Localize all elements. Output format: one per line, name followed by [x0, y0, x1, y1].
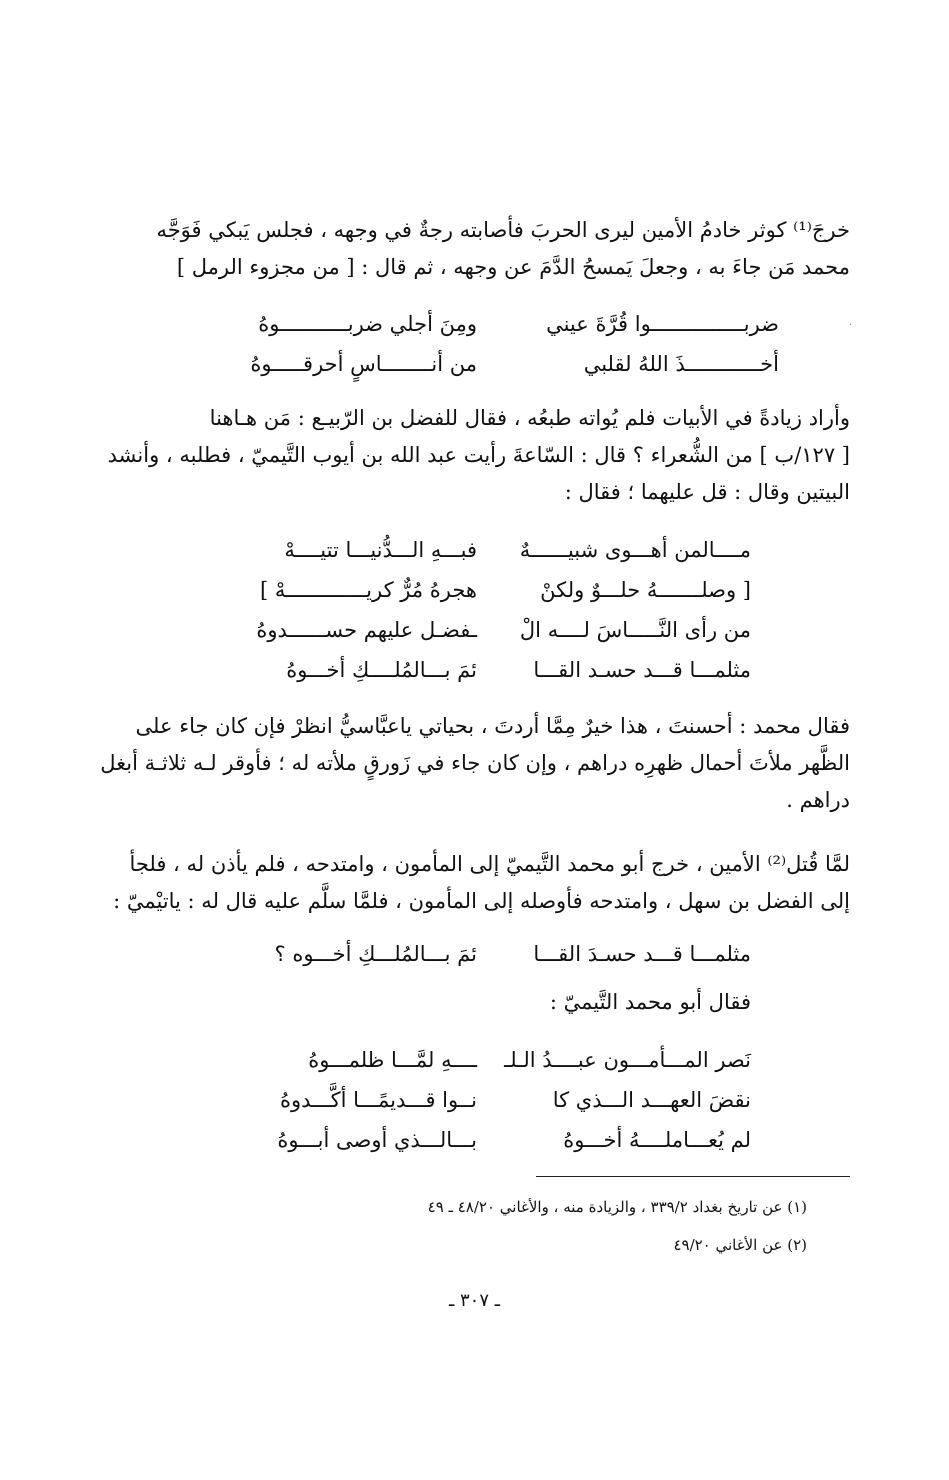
verse-first-hemistich: ضربـــــــــــــــوا قُرَّةَ عيني: [546, 312, 779, 336]
verse-first-hemistich: أخــــــــــــذَ اللهُ لقلبي: [583, 352, 779, 376]
verse-first-hemistich: [ وصلـــــــهُ حلـــوٌ ولكنْ: [540, 578, 751, 602]
text-line: خرجَ⁽¹⁾ كوثر خادمُ الأمين ليرى الحربَ فأصابته رجةٌ في وجهه ، فجلس يَبكي فَوَجَّه: [156, 218, 850, 242]
paragraph-additions: [107, 400, 850, 511]
speaker-line: فقال أبو محمد التَّيميّ :: [549, 990, 751, 1014]
verse-second-hemistich: ئمَ بـــالمُلـــكِ أخـــوه ؟: [274, 942, 477, 966]
page-number: ـ ٣٠٧ ـ: [448, 1290, 500, 1311]
paragraph-muhammad-reply: [100, 708, 850, 819]
text-line: [ ١٢٧/ب ] من الشُّعراء ؟ قال : السّاعةَ رأيت عبد الله بن أيوب التَّيميّ ، فطلبه ، وأنشد: [107, 443, 850, 467]
text-line: البيتين وقال : قل عليهما ؛ فقال :: [564, 480, 850, 504]
verse-first-hemistich: لم يُعـــاملــــهُ أخـــوهُ: [563, 1128, 751, 1152]
paragraph-kawthar: [156, 212, 850, 286]
paragraph-amin-killed: [113, 846, 850, 920]
text-line: فقال محمد : أحسنتَ ، هذا خيرٌ مِمَّا أردتَ ، بحياتي ياعبَّاسيُّ انظرْ فإن كان جاء على: [135, 714, 850, 738]
text-line: دراهم .: [786, 788, 850, 812]
footnote-1: (١) عن تاريخ بغداد ٣٣٩/٢ ، والزيادة منه ، والأغاني ٤٨/٢٠ ـ ٤٩: [427, 1198, 807, 1216]
verse-second-hemistich: ــــهِ لمَّـــا ظلمـــوهُ: [308, 1048, 477, 1072]
text-line: لمَّا قُتل⁽²⁾ الأمين ، خرج أبو محمد التَّيميّ إلى المأمون ، وامتدحه ، فلم يأذن له ، فلجأ: [129, 852, 850, 876]
verse-first-hemistich: مثلمـــا قـــد حسـد القـــا: [533, 658, 751, 682]
verse-second-hemistich: هجرهُ مُرٌّ كريـــــــــــــهْ ]: [260, 578, 477, 602]
footnote-divider: [536, 1176, 850, 1177]
verse-first-hemistich: من رأى النَّـــــاسَ لــــه الْ: [519, 618, 751, 642]
text-line: الظَّهر ملأتَ أحمال ظهرِه دراهم ، وإن كان جاء في زَورقٍ ملأته له ؛ فأوقر لـه ثلاثـة أبغل: [100, 751, 850, 775]
verse-first-hemistich: مــــالمن أهـــوى شبيــــــهٌ: [519, 538, 751, 562]
verse-second-hemistich: فبـــهِ الـــدُّنيـــا تتيــــهْ: [284, 538, 477, 562]
verse-first-hemistich: نقضَ العهـــد الـــذي كا: [552, 1088, 751, 1112]
verse-second-hemistich: بـــالـــذي أوصى أبـــوهُ: [277, 1128, 477, 1152]
footnote-2: (٢) عن الأغاني ٤٩/٢٠: [673, 1236, 807, 1254]
verse-second-hemistich: ومِنَ أجلي ضربـــــــــــوهُ: [258, 312, 477, 336]
verse-second-hemistich: من أنــــــــاسٍ أحرقـــــوهُ: [250, 352, 477, 376]
text-line: محمد مَن جاءَ به ، وجعلَ يَمسحُ الدَّمَ عن وجهه ، ثم قال : [ من مجزوء الرمل ]: [176, 255, 850, 279]
verse-second-hemistich: نــوا قـــديمًـــا أكَّـــدوهُ: [280, 1088, 477, 1112]
verse-first-hemistich: مثلمـــا قـــد حسـدَ القـــا: [533, 942, 751, 966]
verse-second-hemistich: ئمَ بـــالمُلــــكِ أخـــوهُ: [286, 658, 477, 682]
verse-first-hemistich: نَصر المـــأمـــون عبــــدُ الـلـ: [504, 1048, 751, 1072]
text-line: وأراد زيادةً في الأبيات فلم يُواته طبعُه ، فقال للفضل بن الرّبيـع : مَن هـاهنا: [209, 406, 850, 430]
text-line: إلى الفضل بن سهل ، وامتدحه فأوصله إلى المأمون ، فلمَّا سلَّم عليه قال له : ياتيْميّ :: [113, 889, 850, 913]
scan-speck: ·: [848, 320, 852, 331]
verse-second-hemistich: ـفضـل عليهم حســــــدوهُ: [256, 618, 477, 642]
